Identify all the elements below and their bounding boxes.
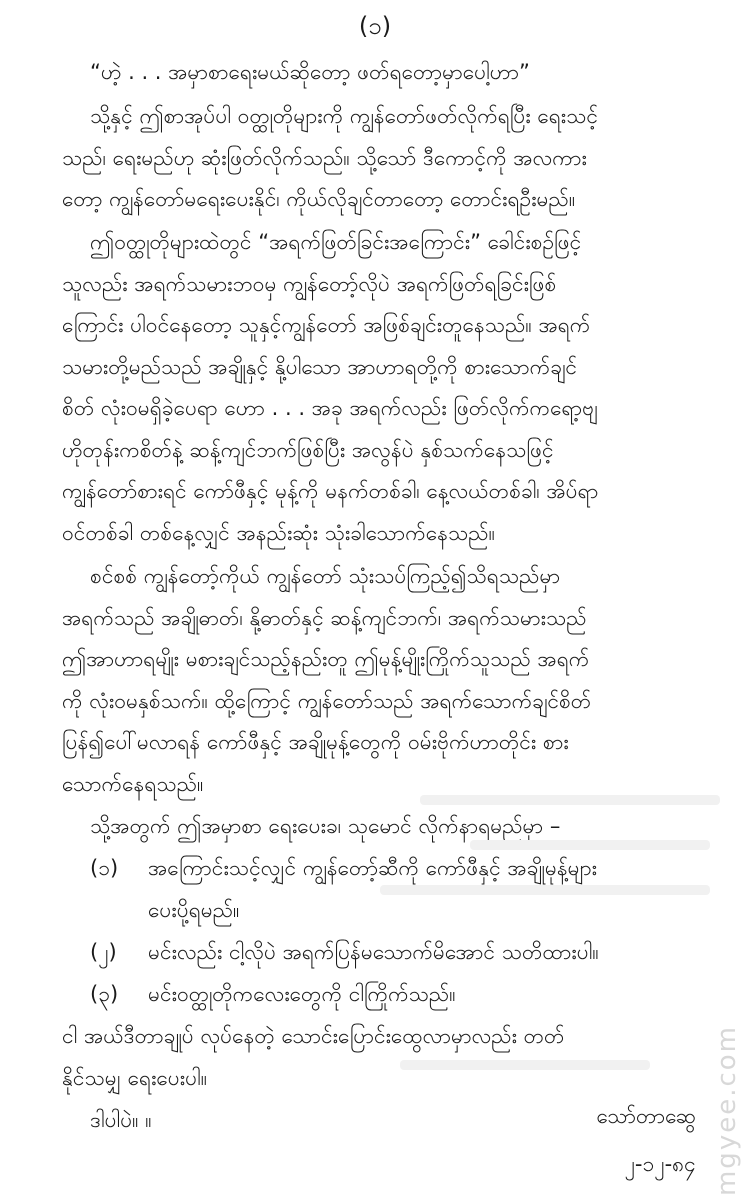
site-watermark: mgyee.com xyxy=(712,1025,742,1197)
paragraph-3 xyxy=(62,222,702,554)
list-text: မင်းလည်း ငါ့လိုပဲ အရက်ပြန်မသောက်မိအောင် သတိထားပါ။ xyxy=(148,940,599,964)
paragraph-line: သမားတို့မည်သည် အချိုနှင့် နို့ပါသော အာဟာရတို့ကို စားသောက်ချင် xyxy=(62,354,577,379)
paragraph-line: စင်စစ် ကျွန်တော့်ကိုယ် ကျွန်တော် သုံးသပ်ကြည့်၍သိရသည်မှာ xyxy=(90,564,561,588)
show-through-mark xyxy=(420,795,720,805)
paragraph-line: ဤဝတ္ထုတိုများထဲတွင် “အရက်ဖြတ်ခြင်းအကြောင်း” ခေါင်းစဉ်ဖြင့် xyxy=(90,230,582,254)
list-item-3 xyxy=(90,974,710,1016)
list-text: မင်းဝတ္ထုတိုကလေးတွေကို ငါကြိုက်သည်။ xyxy=(148,982,456,1006)
paragraph-line: ဝင်တစ်ခါ တစ်နေ့လျှင် အနည်းဆုံး သုံးခါသောက်နေသည်။ xyxy=(62,520,495,545)
paragraph-line: ငါ အယ်ဒီတာချုပ် လုပ်နေတဲ့ သောင်းပြောင်းထွေလာမှာလည်း တတ် xyxy=(62,1024,565,1048)
paragraph-line: သူလည်း အရက်သမားဘဝမှ ကျွန်တော့်လိုပဲ အရက်ဖြတ်ရခြင်းဖြစ် xyxy=(62,271,557,296)
paragraph-1 xyxy=(62,52,702,94)
show-through-mark xyxy=(380,885,710,895)
paragraph-line: တော့ ကျွန်တော်မရေးပေးနိုင်၊ ကိုယ်လိုချင်တာတော့ တောင်းရဦးမည်။ xyxy=(62,187,576,211)
paragraph-line: ကို လုံးဝမနှစ်သက်။ ထို့ကြောင့် ကျွန်တော်သည် အရက်သောက်ချင်စိတ် xyxy=(62,688,592,713)
paragraph-line: စိတ် လုံးဝမရှိခဲ့ပေရာ ဟော . . . အခု အရက်လည်း ဖြတ်လိုက်ကရော့ဗျ xyxy=(62,396,598,420)
paragraph-line: ကျွန်တော်စားရင် ကော်ဖီနှင့် မုန့်ကို မနက်တစ်ခါ၊ နေ့လယ်တစ်ခါ၊ အိပ်ရာ xyxy=(62,479,599,503)
paragraph-line: ကြောင်း ပါဝင်နေတော့ သူနှင့်ကျွန်တော် အဖြစ်ချင်းတူနေသည်။ အရက် xyxy=(62,313,591,337)
list-number: (၁) xyxy=(90,856,119,880)
paragraph-line: နိုင်သမျှ ရေးပေးပါ။ xyxy=(62,1065,208,1090)
show-through-mark xyxy=(400,1060,650,1070)
list-number: (၂) xyxy=(90,940,117,964)
list-text-continued: ပေးပို့ရမည်။ xyxy=(148,897,240,922)
paragraph-line: ဒါပါပဲ။ ။ xyxy=(90,1108,152,1132)
paragraph-line: ဟိုတုန်းကစိတ်နဲ့ ဆန့်ကျင်ဘက်ဖြစ်ပြီး အလွန်ပဲ နှစ်သက်နေသဖြင့် xyxy=(62,437,554,462)
show-through-mark xyxy=(470,840,710,850)
paragraph-line: ဤအာဟာရမျိုး မစားချင်သည့်နည်းတူ ဤမုန့်မျိုးကြိုက်သူသည် အရက် xyxy=(62,647,590,671)
paragraph-2 xyxy=(62,96,702,221)
list-item-2 xyxy=(90,932,710,974)
paragraph-line: “ဟဲ့ . . . အမှာစာရေးမယ်ဆိုတော့ ဖတ်ရတော့မှာပေါ့ဟာ” xyxy=(90,60,530,84)
signature-name: သော်တာဆွေ xyxy=(596,1104,696,1128)
paragraph-6 xyxy=(62,1016,702,1099)
paragraph-line: သို့နှင့် ဤစာအုပ်ပါ ဝတ္ထုတိုများကို ကျွန်တော်ဖတ်လိုက်ရပြီး ရေးသင့် xyxy=(90,104,599,128)
paragraph-line: သို့အတွက် ဤအမှာစာ ရေးပေးခ၊ သုမောင် လိုက်နာရမည်မှာ – xyxy=(90,814,561,838)
page-number: (၁) xyxy=(358,12,392,40)
list-number: (၃) xyxy=(90,982,119,1006)
paragraph-line: သောက်နေရသည်။ xyxy=(62,771,204,796)
signature-date: ၂-၁၂-၈၄ xyxy=(624,1152,696,1176)
paragraph-line: ပြန်၍ပေါ်မလာရန် ကော်ဖီနှင့် အချိုမုန့်တွေကို ဝမ်းဗိုက်ဟာတိုင်း စား xyxy=(62,730,569,754)
paragraph-line: သည်၊ ရေးမည်ဟု ဆုံးဖြတ်လိုက်သည်။ သို့သော် ဒီကောင့်ကို အလကား xyxy=(62,145,587,170)
paragraph-line: အရက်သည် အချိုဓာတ်၊ နို့ဓာတ်နှင့် ဆန့်ကျင်ဘက်၊ အရက်သမားသည် xyxy=(62,605,587,630)
list-text: အကြောင်းသင့်လျှင် ကျွန်တော့်ဆီကို ကော်ဖီနှင့် အချိုမုန့်များ xyxy=(148,856,597,880)
paragraph-4 xyxy=(62,556,702,805)
